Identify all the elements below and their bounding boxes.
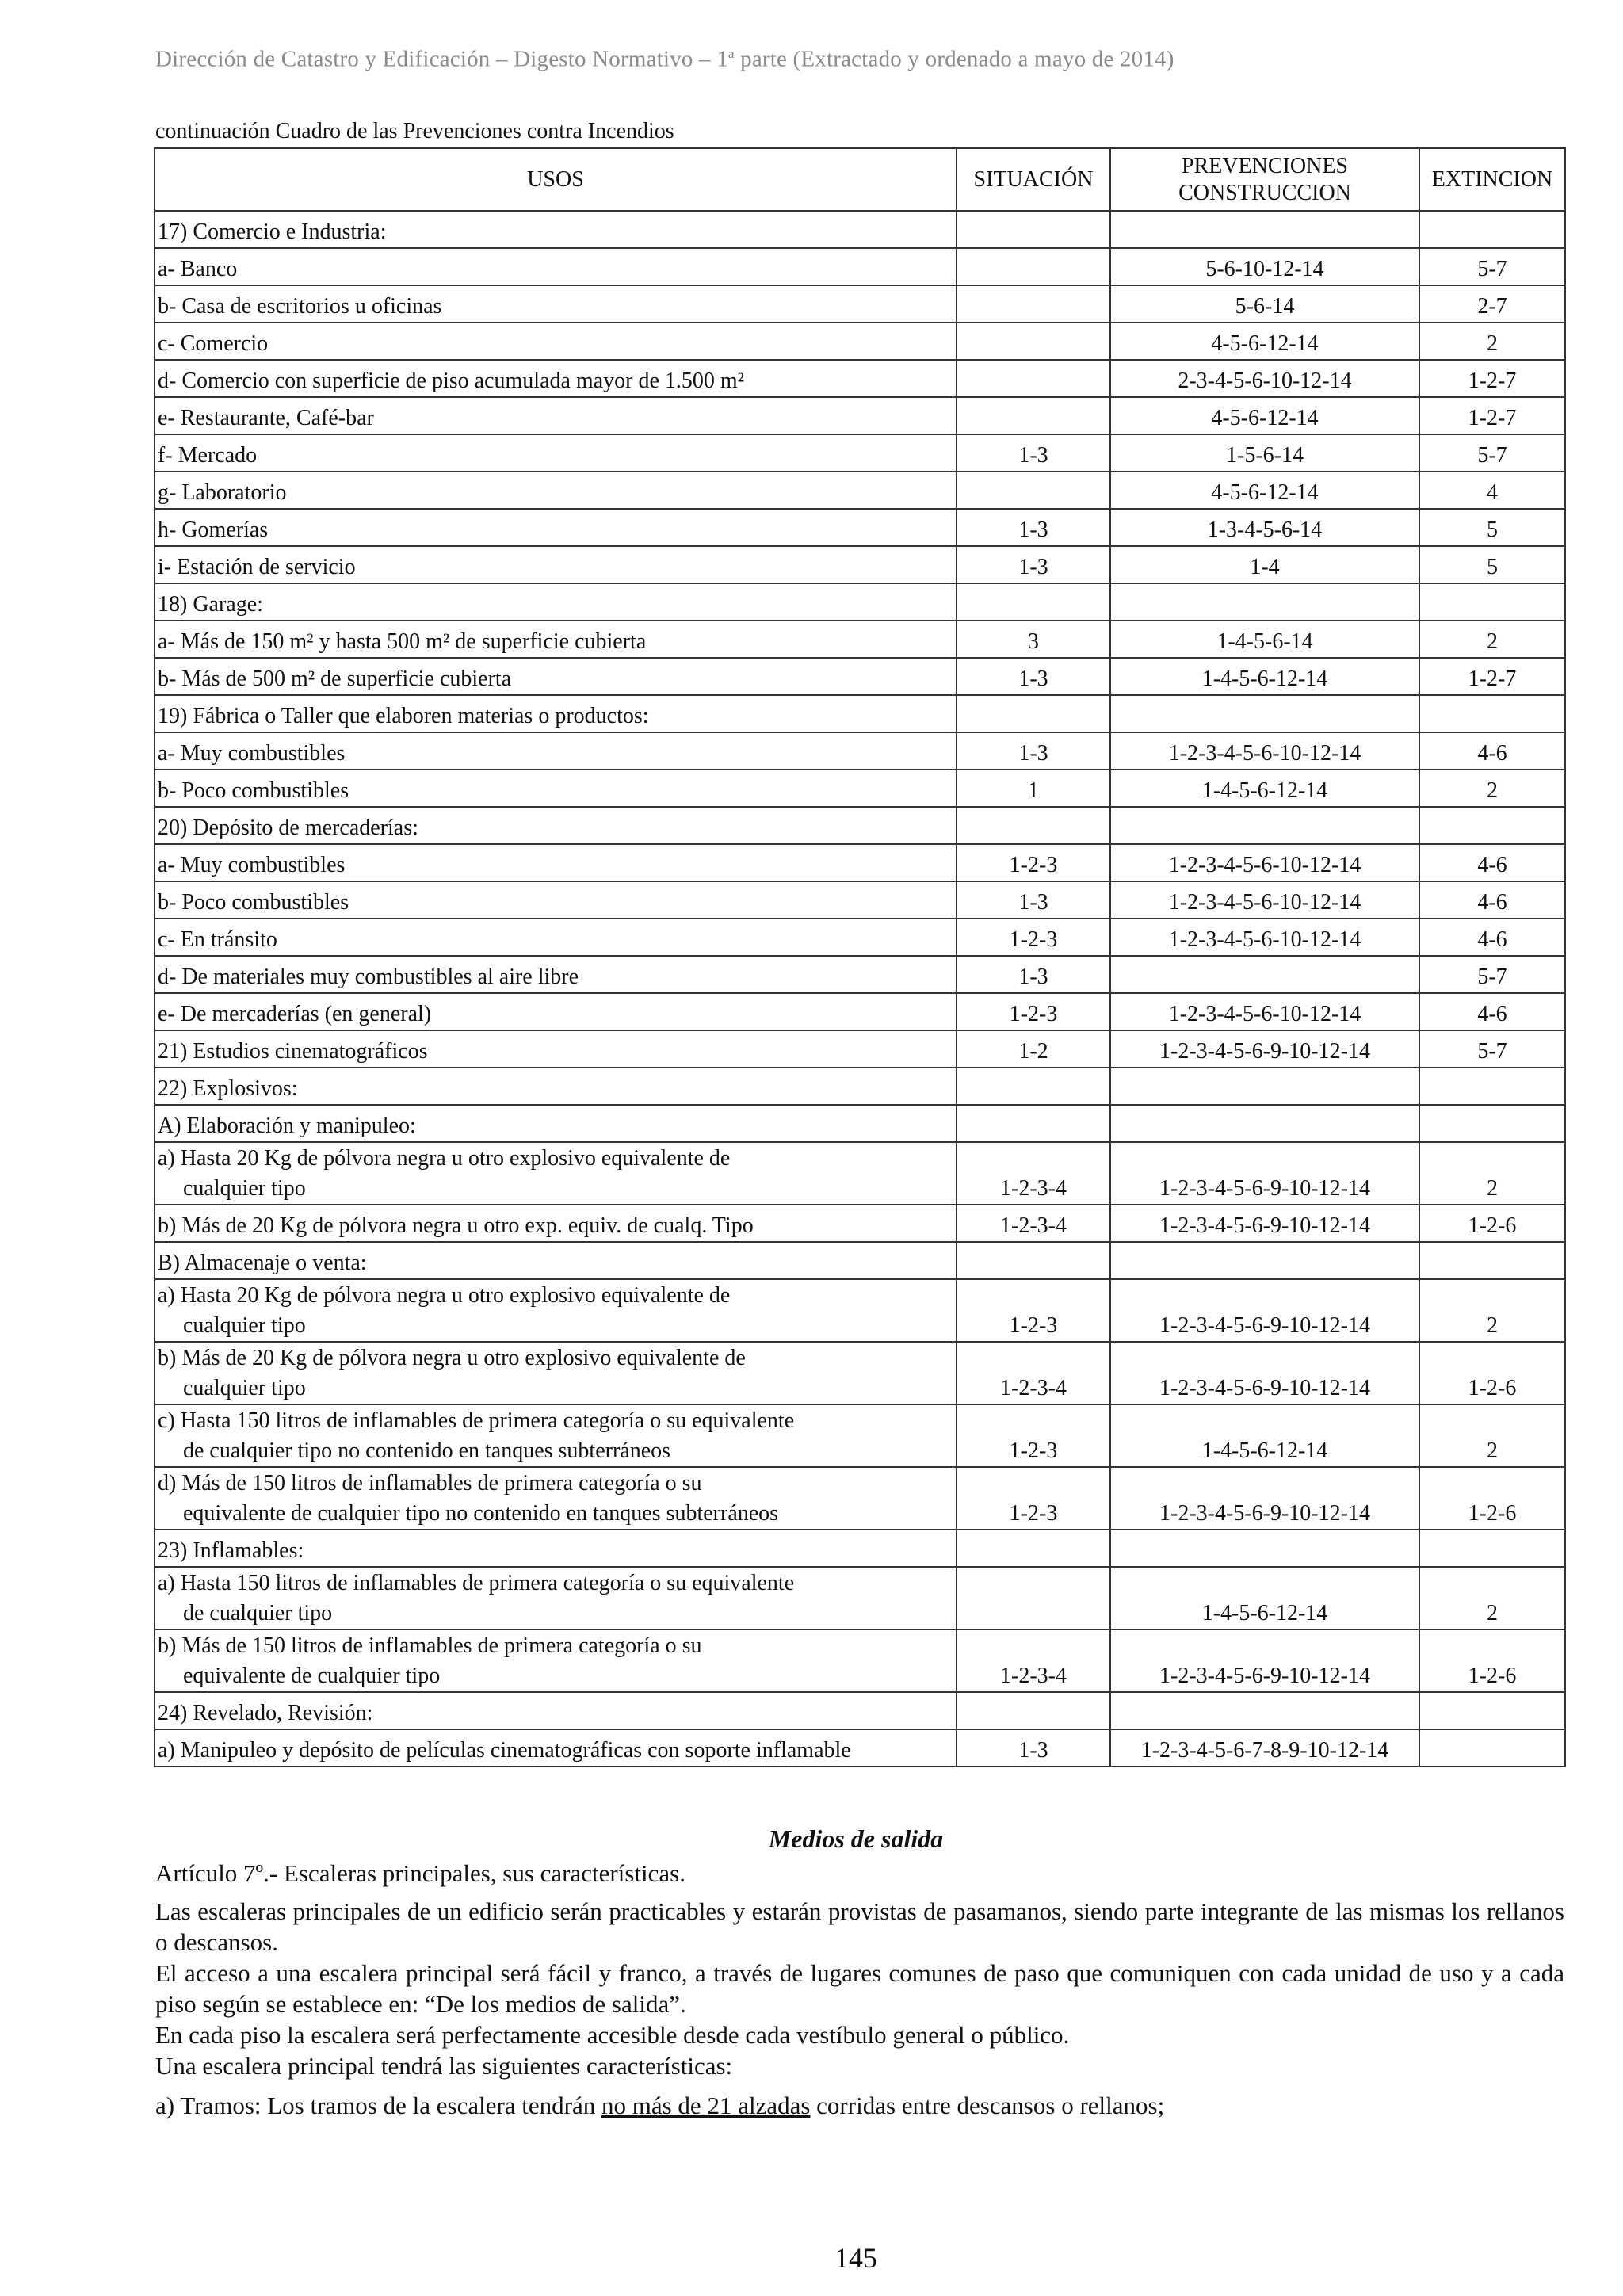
table-row (155, 919, 1565, 956)
cell-construccion: 1-4-5-6-14 (1110, 621, 1419, 658)
cell-uso (155, 285, 957, 323)
cell-situacion: 1-3 (957, 546, 1110, 583)
cell-construccion: 1-2-3-4-5-6-10-12-14 (1110, 881, 1419, 919)
uso-text-continued: de cualquier tipo (183, 1601, 333, 1626)
uso-text: a- Banco (158, 257, 238, 281)
cell-uso (155, 807, 957, 844)
paragraph-2: El acceso a una escalera principal será fácil y franco, a través de lugares comunes de paso que comuniquen con cada unidad de uso y a cada piso según se establece en: “De los medios de salida”. (155, 1959, 1564, 2018)
cell-situacion: 1-3 (957, 732, 1110, 770)
table-row (155, 881, 1565, 919)
cell-uso (155, 1205, 957, 1242)
table-row (155, 248, 1565, 285)
cell-uso (155, 919, 957, 956)
cell-situacion: 1-2 (957, 1030, 1110, 1068)
uso-text: a- Más de 150 m² y hasta 500 m² de superficie cubierta (158, 629, 647, 654)
cell-situacion: 1-2-3 (957, 844, 1110, 881)
uso-text: a) Hasta 150 litros de inflamables de primera categoría o su equivalente (158, 1571, 795, 1595)
cell-situacion: 1-3 (957, 434, 1110, 472)
cell-situacion (957, 285, 1110, 323)
table-row (155, 732, 1565, 770)
table-row (155, 844, 1565, 881)
cell-uso (155, 360, 957, 397)
cell-situacion: 1-3 (957, 658, 1110, 695)
cell-construccion: 5-6-14 (1110, 285, 1419, 323)
header-text-before: Dirección de Catastro y Edificación – Digesto Normativo – 1 (155, 46, 728, 72)
uso-text: c- En tránsito (158, 927, 277, 952)
cell-situacion (957, 1567, 1110, 1629)
cell-construccion: 1-4 (1110, 546, 1419, 583)
cell-construccion: 1-4-5-6-12-14 (1110, 1404, 1419, 1467)
cell-uso (155, 621, 957, 658)
table-row (155, 434, 1565, 472)
cell-uso (155, 1567, 957, 1629)
uso-text: a- Muy combustibles (158, 741, 346, 766)
cell-extincion (1419, 211, 1565, 248)
cell-construccion (1110, 1692, 1419, 1729)
uso-text: g- Laboratorio (158, 480, 287, 505)
table-header-row (155, 148, 1565, 211)
cell-extincion (1419, 1105, 1565, 1142)
cell-situacion: 1-2-3-4 (957, 1205, 1110, 1242)
uso-text: 20) Depósito de mercaderías: (158, 816, 418, 840)
table-row (155, 285, 1565, 323)
cell-extincion: 2 (1419, 323, 1565, 360)
table-row (155, 1404, 1565, 1467)
cell-construccion: 1-2-3-4-5-6-9-10-12-14 (1110, 1342, 1419, 1404)
uso-text: a) Hasta 20 Kg de pólvora negra u otro explosivo equivalente de (158, 1283, 731, 1308)
cell-situacion: 1-2-3 (957, 1279, 1110, 1342)
uso-text: 19) Fábrica o Taller que elaboren materias o productos: (158, 704, 649, 728)
cell-uso (155, 732, 957, 770)
cell-situacion (957, 248, 1110, 285)
cell-situacion: 1-3 (957, 509, 1110, 546)
cell-situacion (957, 807, 1110, 844)
cell-extincion: 5 (1419, 546, 1565, 583)
cell-extincion: 4 (1419, 472, 1565, 509)
column-header-construccion (1110, 148, 1419, 211)
table-row (155, 1629, 1565, 1692)
table-row (155, 1279, 1565, 1342)
cell-construccion (1110, 583, 1419, 621)
cell-uso (155, 1279, 957, 1342)
cell-uso (155, 844, 957, 881)
cell-extincion: 4-6 (1419, 993, 1565, 1030)
article-heading: Artículo 7º.- Escaleras principales, sus características. (155, 1859, 685, 1887)
table-row (155, 807, 1565, 844)
cell-construccion: 1-4-5-6-12-14 (1110, 770, 1419, 807)
uso-text: d) Más de 150 litros de inflamables de primera categoría o su (158, 1471, 702, 1496)
cell-construccion (1110, 1242, 1419, 1279)
uso-text: b) Más de 20 Kg de pólvora negra u otro exp. equiv. de cualq. Tipo (158, 1213, 754, 1238)
uso-text: e- Restaurante, Café-bar (158, 406, 374, 430)
table-row (155, 546, 1565, 583)
cell-construccion: 1-2-3-4-5-6-9-10-12-14 (1110, 1467, 1419, 1530)
cell-construccion (1110, 1068, 1419, 1105)
cell-situacion: 1-2-3 (957, 993, 1110, 1030)
column-header-situacion: SITUACIÓN (957, 148, 1110, 211)
table-row (155, 770, 1565, 807)
uso-text: b- Poco combustibles (158, 778, 349, 803)
cell-situacion (957, 360, 1110, 397)
cell-uso (155, 1629, 957, 1692)
cell-construccion: 1-2-3-4-5-6-10-12-14 (1110, 844, 1419, 881)
uso-text: 18) Garage: (158, 592, 263, 617)
cell-situacion: 1-2-3 (957, 1467, 1110, 1530)
table-row (155, 1068, 1565, 1105)
uso-text: 21) Estudios cinematográficos (158, 1039, 428, 1064)
cell-construccion (1110, 211, 1419, 248)
cell-construccion: 1-2-3-4-5-6-7-8-9-10-12-14 (1110, 1729, 1419, 1767)
cell-construccion: 1-2-3-4-5-6-9-10-12-14 (1110, 1629, 1419, 1692)
cell-situacion: 1-2-3 (957, 919, 1110, 956)
paragraph-5-after: corridas entre descansos o rellanos; (810, 2092, 1165, 2119)
cell-construccion (1110, 1105, 1419, 1142)
cell-construccion: 4-5-6-12-14 (1110, 323, 1419, 360)
page-number: 145 (834, 2242, 877, 2274)
table-row (155, 509, 1565, 546)
cell-uso (155, 1530, 957, 1567)
cell-construccion: 1-4-5-6-12-14 (1110, 1567, 1419, 1629)
cell-construccion: 1-2-3-4-5-6-9-10-12-14 (1110, 1142, 1419, 1205)
cell-extincion (1419, 1242, 1565, 1279)
cell-extincion: 5-7 (1419, 956, 1565, 993)
cell-uso (155, 1342, 957, 1404)
uso-text: 17) Comercio e Industria: (158, 220, 387, 244)
cell-situacion (957, 1068, 1110, 1105)
uso-text: d- De materiales muy combustibles al aire libre (158, 965, 579, 989)
uso-text: h- Gomerías (158, 518, 269, 542)
uso-text: 23) Inflamables: (158, 1538, 304, 1563)
uso-text: B) Almacenaje o venta: (158, 1251, 367, 1275)
cell-extincion: 2 (1419, 1404, 1565, 1467)
cell-extincion (1419, 807, 1565, 844)
table-row (155, 1342, 1565, 1404)
cell-situacion: 1-3 (957, 881, 1110, 919)
paragraph-5-before: a) Tramos: Los tramos de la escalera tendrán (155, 2092, 601, 2119)
cell-uso (155, 546, 957, 583)
uso-text: b- Casa de escritorios u oficinas (158, 294, 442, 319)
cell-uso (155, 658, 957, 695)
uso-text: a) Hasta 20 Kg de pólvora negra u otro explosivo equivalente de (158, 1146, 731, 1171)
cell-extincion: 1-2-7 (1419, 658, 1565, 695)
cell-extincion: 5 (1419, 509, 1565, 546)
cell-extincion: 5-7 (1419, 248, 1565, 285)
cell-situacion (957, 1692, 1110, 1729)
column-header-construccion-text: PREVENCIONES CONSTRUCCION (1178, 153, 1351, 205)
cell-situacion (957, 1242, 1110, 1279)
cell-construccion: 1-3-4-5-6-14 (1110, 509, 1419, 546)
cell-construccion: 1-4-5-6-12-14 (1110, 658, 1419, 695)
paragraph-5 (155, 2090, 1564, 2121)
table-row (155, 658, 1565, 695)
uso-text-continued: cualquier tipo (183, 1313, 306, 1338)
cell-extincion: 1-2-6 (1419, 1629, 1565, 1692)
cell-construccion: 1-2-3-4-5-6-9-10-12-14 (1110, 1030, 1419, 1068)
cell-extincion: 2 (1419, 1142, 1565, 1205)
uso-text-continued: cualquier tipo (183, 1376, 306, 1400)
cell-extincion: 4-6 (1419, 732, 1565, 770)
uso-text: 22) Explosivos: (158, 1076, 298, 1101)
cell-extincion: 2-7 (1419, 285, 1565, 323)
cell-extincion: 2 (1419, 1567, 1565, 1629)
uso-text-continued: de cualquier tipo no contenido en tanques subterráneos (183, 1438, 671, 1463)
cell-extincion: 2 (1419, 621, 1565, 658)
cell-uso (155, 397, 957, 434)
cell-uso (155, 248, 957, 285)
cell-uso (155, 509, 957, 546)
cell-extincion: 2 (1419, 1279, 1565, 1342)
uso-text-continued: equivalente de cualquier tipo no contenido en tanques subterráneos (183, 1501, 779, 1526)
cell-construccion: 5-6-10-12-14 (1110, 248, 1419, 285)
paragraph-4: Una escalera principal tendrá las siguientes características: (155, 2052, 733, 2080)
table-row (155, 621, 1565, 658)
cell-construccion: 1-2-3-4-5-6-9-10-12-14 (1110, 1205, 1419, 1242)
table-row (155, 1692, 1565, 1729)
header-text-after: parte (Extractado y ordenado a mayo de 2014) (734, 46, 1174, 72)
table-caption: continuación Cuadro de las Prevenciones contra Incendios (155, 119, 674, 143)
cell-uso (155, 881, 957, 919)
uso-text: a) Manipuleo y depósito de películas cinematográficas con soporte inflamable (158, 1738, 851, 1763)
cell-extincion: 1-2-6 (1419, 1342, 1565, 1404)
cell-extincion: 4-6 (1419, 881, 1565, 919)
table-row (155, 956, 1565, 993)
cell-construccion (1110, 956, 1419, 993)
cell-construccion (1110, 695, 1419, 732)
cell-uso (155, 211, 957, 248)
cell-situacion (957, 472, 1110, 509)
cell-uso (155, 434, 957, 472)
column-header-usos: USOS (155, 148, 957, 211)
cell-construccion (1110, 1530, 1419, 1567)
cell-uso (155, 1030, 957, 1068)
uso-text: i- Estación de servicio (158, 555, 356, 579)
cell-situacion (957, 695, 1110, 732)
table-row (155, 1205, 1565, 1242)
cell-situacion (957, 1530, 1110, 1567)
table-row (155, 583, 1565, 621)
cell-uso (155, 993, 957, 1030)
uso-text-continued: cualquier tipo (183, 1176, 306, 1201)
cell-extincion (1419, 1729, 1565, 1767)
cell-construccion: 1-2-3-4-5-6-10-12-14 (1110, 919, 1419, 956)
uso-text: 24) Revelado, Revisión: (158, 1701, 373, 1725)
cell-situacion: 1-2-3-4 (957, 1342, 1110, 1404)
cell-uso (155, 1142, 957, 1205)
cell-situacion: 1-2-3-4 (957, 1629, 1110, 1692)
header-superscript: a (727, 46, 735, 61)
uso-text: a- Muy combustibles (158, 853, 346, 877)
cell-construccion: 4-5-6-12-14 (1110, 397, 1419, 434)
cell-construccion: 1-5-6-14 (1110, 434, 1419, 472)
uso-text: A) Elaboración y manipuleo: (158, 1114, 416, 1138)
uso-text: e- De mercaderías (en general) (158, 1002, 432, 1026)
cell-situacion (957, 397, 1110, 434)
uso-text: f- Mercado (158, 443, 258, 468)
uso-text: b) Más de 150 litros de inflamables de primera categoría o su (158, 1633, 702, 1658)
cell-uso (155, 695, 957, 732)
cell-uso (155, 323, 957, 360)
uso-text: c) Hasta 150 litros de inflamables de primera categoría o su equivalente (158, 1408, 795, 1433)
table-row (155, 1467, 1565, 1530)
table-row (155, 323, 1565, 360)
cell-construccion (1110, 807, 1419, 844)
cell-extincion (1419, 1068, 1565, 1105)
uso-text: b- Poco combustibles (158, 890, 349, 915)
table-row (155, 1030, 1565, 1068)
cell-construccion: 1-2-3-4-5-6-9-10-12-14 (1110, 1279, 1419, 1342)
cell-uso (155, 1467, 957, 1530)
cell-extincion: 1-2-7 (1419, 360, 1565, 397)
cell-situacion: 1 (957, 770, 1110, 807)
cell-extincion: 2 (1419, 770, 1565, 807)
cell-uso (155, 1404, 957, 1467)
paragraph-5-underlined: no más de 21 alzadas (601, 2092, 811, 2119)
cell-situacion: 1-3 (957, 1729, 1110, 1767)
cell-extincion: 4-6 (1419, 844, 1565, 881)
cell-situacion: 1-2-3 (957, 1404, 1110, 1467)
table-row (155, 397, 1565, 434)
cell-uso (155, 770, 957, 807)
table-row (155, 1567, 1565, 1629)
section-title: Medios de salida (768, 1824, 944, 1853)
table-row (155, 211, 1565, 248)
cell-situacion: 1-3 (957, 956, 1110, 993)
table-row (155, 1242, 1565, 1279)
cell-uso (155, 1242, 957, 1279)
cell-uso (155, 472, 957, 509)
uso-text-continued: equivalente de cualquier tipo (183, 1664, 441, 1688)
cell-situacion (957, 211, 1110, 248)
table-row (155, 1729, 1565, 1767)
cell-extincion: 5-7 (1419, 1030, 1565, 1068)
cell-construccion: 2-3-4-5-6-10-12-14 (1110, 360, 1419, 397)
cell-extincion: 1-2-6 (1419, 1467, 1565, 1530)
cell-construccion: 4-5-6-12-14 (1110, 472, 1419, 509)
cell-situacion: 3 (957, 621, 1110, 658)
table-row (155, 1142, 1565, 1205)
column-header-extincion: EXTINCION (1419, 148, 1565, 211)
cell-uso (155, 956, 957, 993)
table-row (155, 1105, 1565, 1142)
table-row (155, 472, 1565, 509)
cell-construccion: 1-2-3-4-5-6-10-12-14 (1110, 993, 1419, 1030)
cell-situacion: 1-2-3-4 (957, 1142, 1110, 1205)
cell-uso (155, 1105, 957, 1142)
cell-extincion: 1-2-7 (1419, 397, 1565, 434)
table-body (155, 211, 1565, 1767)
table-row (155, 360, 1565, 397)
cell-extincion (1419, 1692, 1565, 1729)
uso-text: b) Más de 20 Kg de pólvora negra u otro explosivo equivalente de (158, 1346, 746, 1370)
uso-text: d- Comercio con superficie de piso acumulada mayor de 1.500 m² (158, 369, 745, 393)
uso-text: b- Más de 500 m² de superficie cubierta (158, 667, 512, 691)
cell-construccion: 1-2-3-4-5-6-10-12-14 (1110, 732, 1419, 770)
cell-situacion (957, 1105, 1110, 1142)
fire-prevention-table (154, 147, 1566, 1767)
cell-extincion (1419, 1530, 1565, 1567)
cell-extincion: 1-2-6 (1419, 1205, 1565, 1242)
cell-uso (155, 1068, 957, 1105)
table-row (155, 695, 1565, 732)
table-row (155, 993, 1565, 1030)
cell-uso (155, 1692, 957, 1729)
cell-extincion (1419, 583, 1565, 621)
cell-uso (155, 1729, 957, 1767)
cell-extincion: 5-7 (1419, 434, 1565, 472)
cell-situacion (957, 323, 1110, 360)
cell-extincion (1419, 695, 1565, 732)
cell-extincion: 4-6 (1419, 919, 1565, 956)
cell-situacion (957, 583, 1110, 621)
paragraph-1: Las escaleras principales de un edificio serán practicables y estarán provistas de pasamanos, siendo parte integrante de las mismas los rellanos o descansos. (155, 1897, 1564, 1956)
table-row (155, 1530, 1565, 1567)
paragraph-3: En cada piso la escalera será perfectamente accesible desde cada vestíbulo general o público. (155, 2021, 1070, 2049)
uso-text: c- Comercio (158, 331, 269, 356)
cell-uso (155, 583, 957, 621)
page-header (155, 46, 1503, 73)
